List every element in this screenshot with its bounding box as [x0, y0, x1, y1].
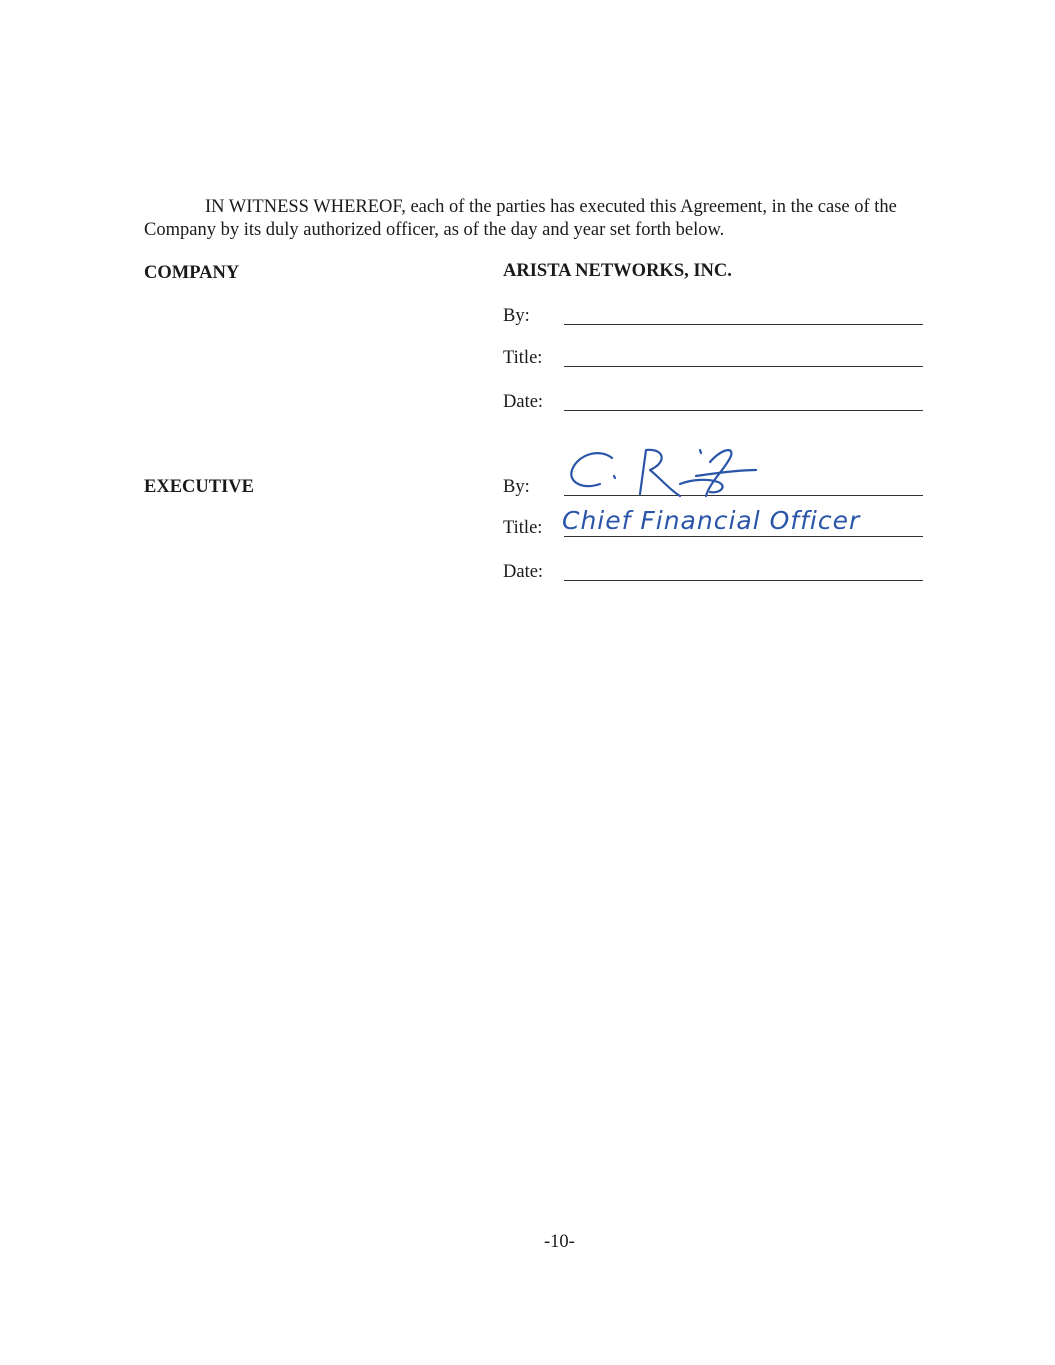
- handwritten-title-value: Chief Financial Officer: [562, 506, 861, 535]
- field-label: Date:: [503, 392, 544, 412]
- handwritten-signature: [560, 440, 900, 512]
- page-footer: [0, 1232, 1055, 1253]
- field-label: By:: [503, 306, 530, 326]
- witness-clause: IN WITNESS WHEREOF, each of the parties has executed this Agreement, in the case of the Company by its duly authorized officer, as of the day and year set forth below.: [144, 197, 897, 240]
- company-by-field: [503, 306, 923, 330]
- signature-line: [564, 324, 923, 325]
- field-label: Title:: [503, 348, 543, 368]
- company-date-field: [503, 392, 923, 416]
- executive-party-label: EXECUTIVE: [144, 477, 254, 497]
- field-label: Date:: [503, 562, 544, 582]
- signature-line: [564, 366, 923, 367]
- signature-line: [564, 580, 923, 581]
- signature-line: [564, 410, 923, 411]
- company-title-field: [503, 348, 923, 372]
- company-entity-name: ARISTA NETWORKS, INC.: [503, 261, 732, 281]
- company-party-label: COMPANY: [144, 263, 240, 283]
- field-label: By:: [503, 477, 530, 497]
- signature-line: [564, 536, 923, 537]
- field-label: Title:: [503, 518, 543, 538]
- executive-date-field: [503, 562, 923, 586]
- page-number: -10-: [544, 1232, 575, 1252]
